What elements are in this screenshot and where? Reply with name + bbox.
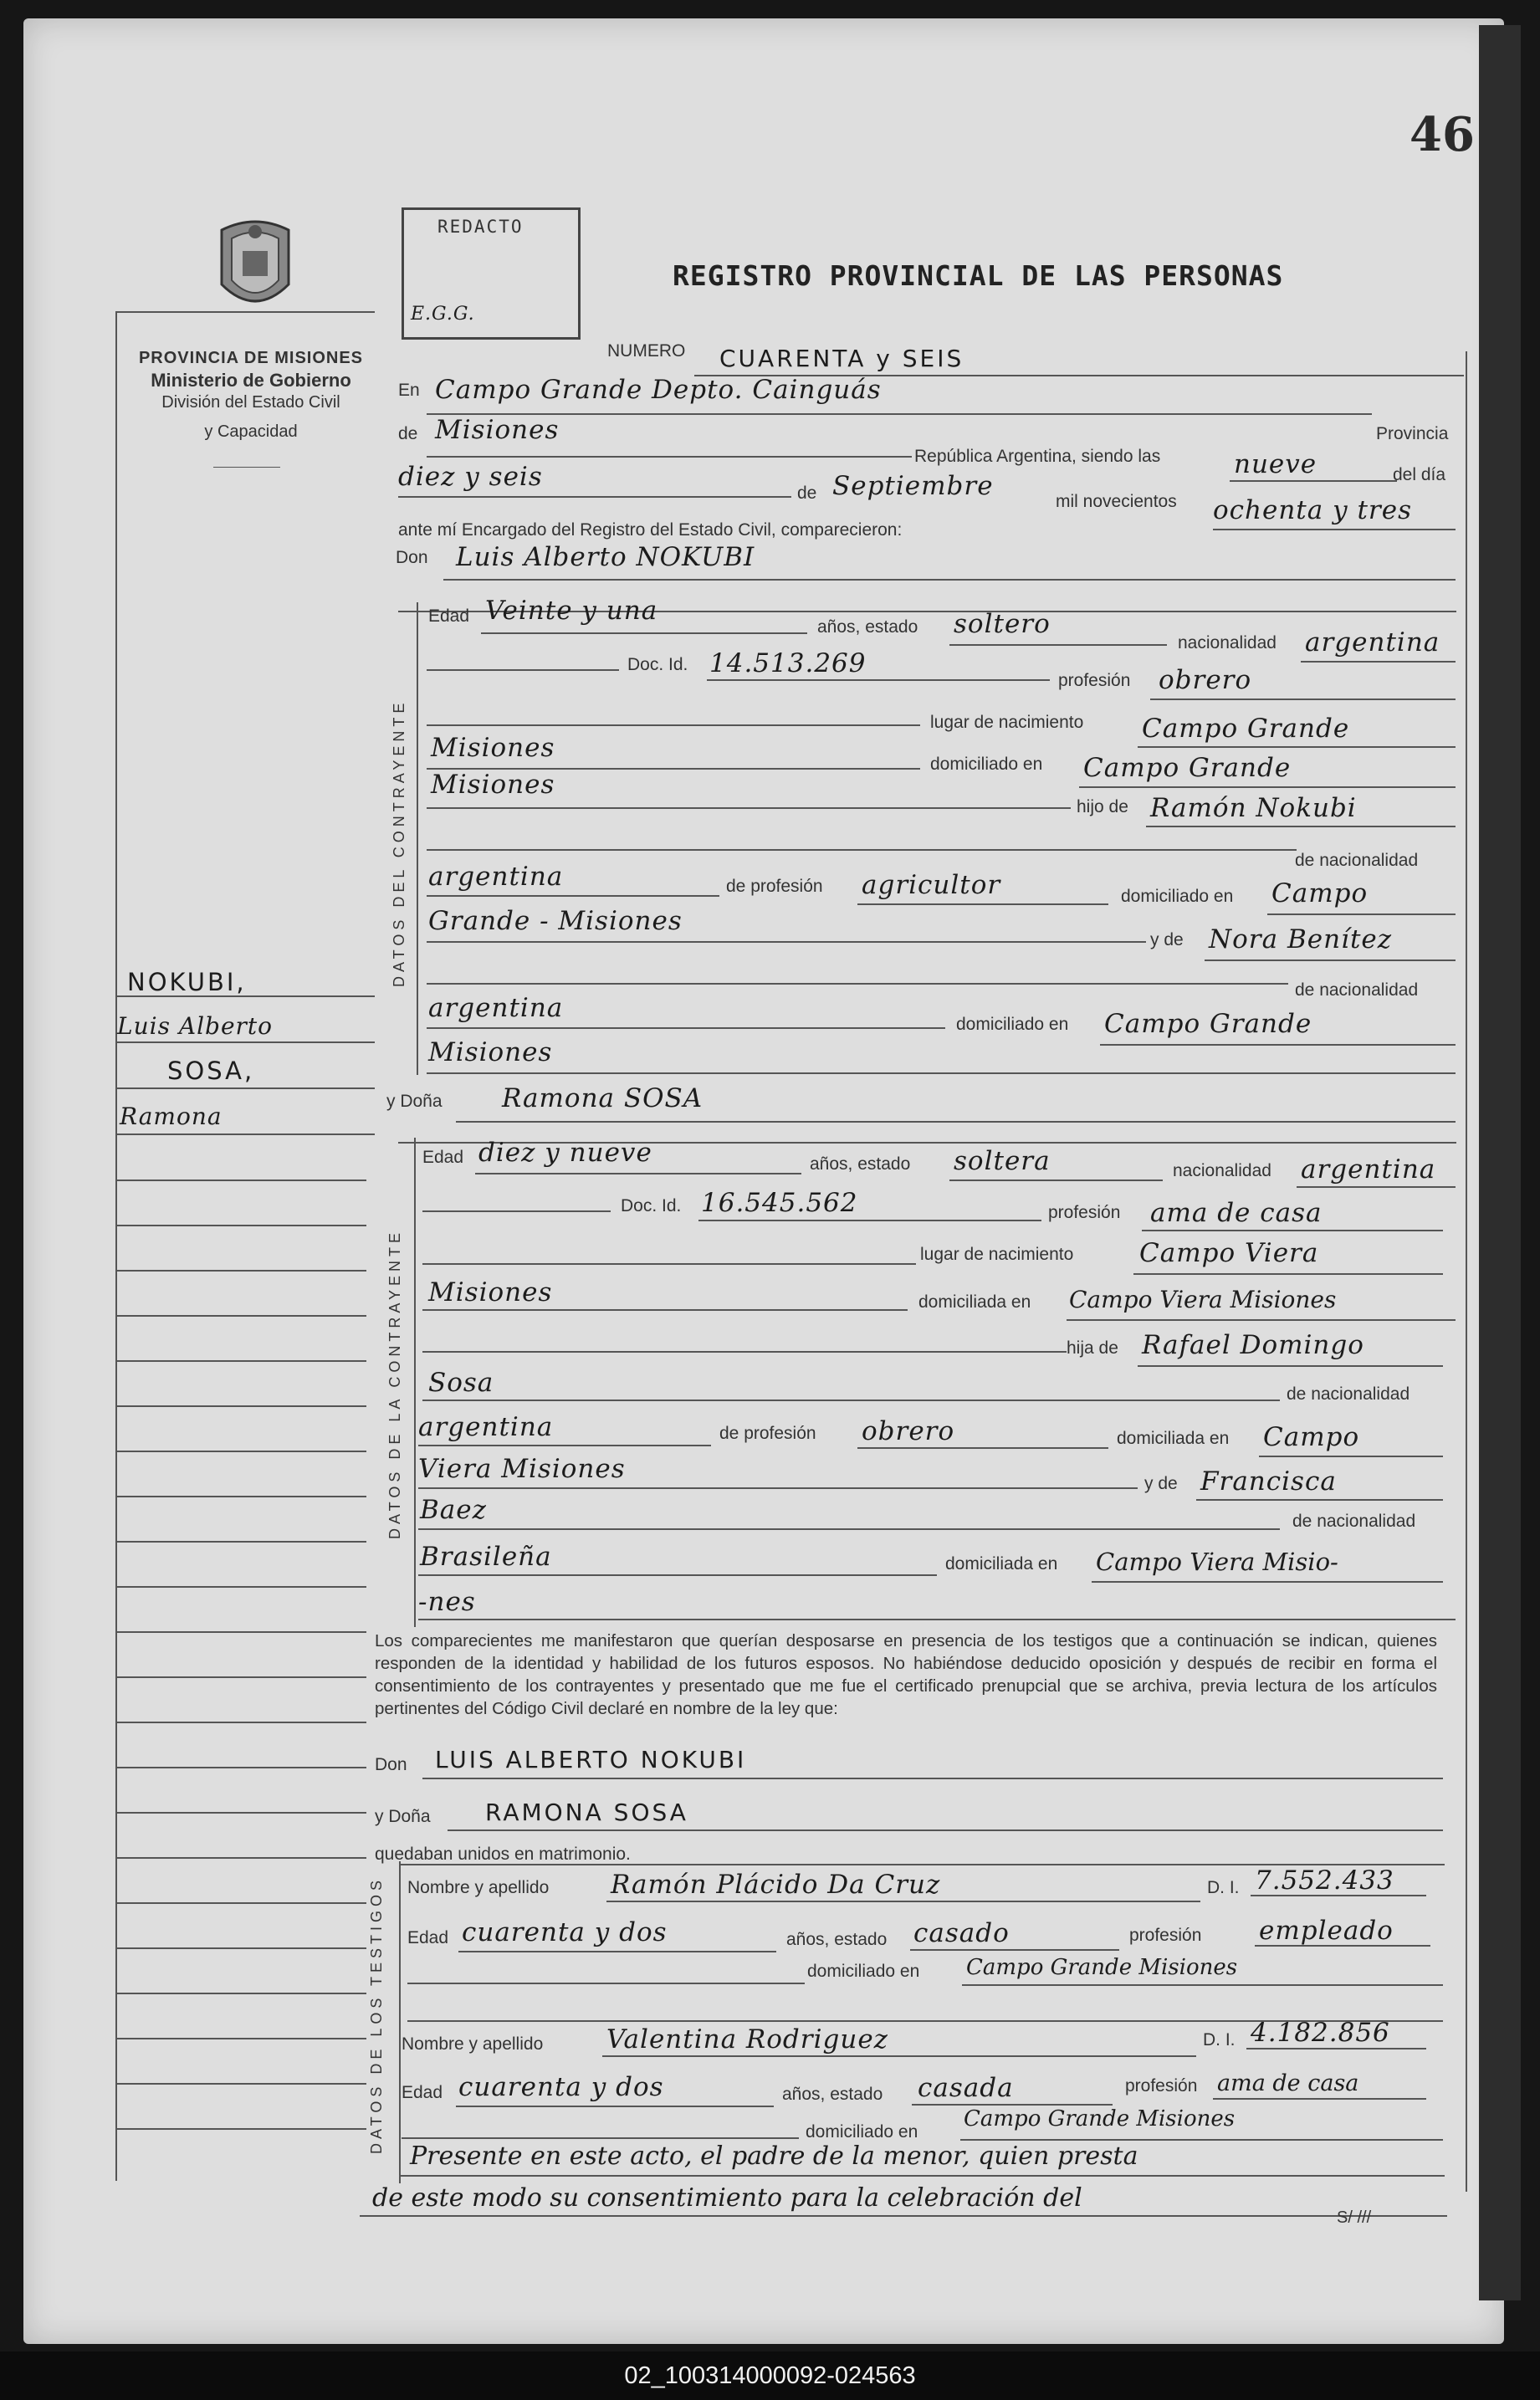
- contrayente-padre-nac: argentina: [428, 862, 564, 892]
- ministry-division: División del Estado Civil: [161, 393, 340, 412]
- republica-text: República Argentina, siendo las: [914, 447, 1161, 466]
- ministry-capacity: y Capacidad: [204, 422, 298, 441]
- f-padre-prof-label: de profesión: [719, 1424, 816, 1443]
- contrayente-madre-domic-2: Misiones: [428, 1037, 553, 1067]
- margin-rule: [115, 1315, 366, 1317]
- margin-rule: [115, 2128, 366, 2130]
- domiciliado-label: domiciliado en: [930, 755, 1043, 774]
- contrayente-f-doc: 16.545.562: [701, 1188, 858, 1218]
- f-anos-estado-label: años, estado: [810, 1154, 911, 1174]
- contrayente-lugar-nac-2: Misiones: [431, 733, 555, 763]
- y-de-label: y de: [1150, 930, 1184, 949]
- t2-edad-label: Edad: [402, 2083, 443, 2102]
- contrayente-domicilio-1: Campo Grande: [1083, 753, 1292, 783]
- margin-rule: [115, 1496, 366, 1497]
- contrayente-f-domicilio: Campo Viera Misiones: [1069, 1286, 1337, 1313]
- padre-nac-label: de nacionalidad: [1295, 851, 1419, 870]
- contrayente-f-padre-domic-2: Viera Misiones: [418, 1454, 626, 1484]
- lugar-value: Campo Grande Depto. Cainguás: [435, 375, 882, 405]
- contrayente-domicilio-2: Misiones: [431, 770, 555, 800]
- f-domiciliada-label: domiciliada en: [918, 1292, 1031, 1312]
- t2-nombre-label: Nombre y apellido: [402, 2034, 544, 2054]
- del-dia-label: del día: [1393, 465, 1446, 484]
- t2-profesion: ama de casa: [1217, 2070, 1359, 2096]
- nota-line-1: Presente en este acto, el padre de la menor, quien presta: [410, 2142, 1138, 2171]
- t1-anos-estado: años, estado: [786, 1930, 888, 1949]
- lugar-nacimiento-label: lugar de nacimiento: [930, 713, 1084, 732]
- f-nacionalidad-label: nacionalidad: [1173, 1161, 1271, 1180]
- contrayente-madre-domic-1: Campo Grande: [1104, 1009, 1312, 1039]
- t1-profesion: empleado: [1259, 1916, 1394, 1946]
- contrayente-f-padre-prof: obrero: [862, 1416, 955, 1446]
- f-madre-domic-label: domiciliada en: [945, 1554, 1058, 1574]
- profesion-label: profesión: [1058, 671, 1131, 690]
- f-lugar-nacimiento-label: lugar de nacimiento: [920, 1245, 1074, 1264]
- union-quedaban: quedaban unidos en matrimonio.: [375, 1845, 631, 1864]
- contrayente-nombre: Luis Alberto NOKUBI: [456, 542, 755, 572]
- hija-de-label: hija de: [1067, 1338, 1118, 1358]
- margin-rule: [115, 1541, 366, 1543]
- t1-edad: cuarenta y dos: [462, 1917, 668, 1947]
- margin-rule: [115, 1180, 366, 1181]
- contrayente-f-madre-domic-2: -nes: [418, 1587, 476, 1617]
- ante-text: ante mí Encargado del Registro del Estado Civil, comparecieron:: [398, 520, 903, 540]
- f-padre-domic-label: domiciliada en: [1117, 1429, 1230, 1448]
- footer-id: 02_100314000092-024563: [0, 2351, 1540, 2400]
- t2-prof-label: profesión: [1125, 2076, 1198, 2096]
- contrayente-f-madre-2: Baez: [420, 1495, 487, 1525]
- margin-rule: [115, 1405, 366, 1407]
- book-binding: [1479, 25, 1521, 2300]
- f-y-de-label: y de: [1144, 1474, 1178, 1493]
- margin-rule: [115, 1722, 366, 1723]
- contrayente-estado: soltero: [954, 609, 1051, 639]
- t1-di: 7.552.433: [1255, 1865, 1394, 1896]
- t2-nombre: Valentina Rodriguez: [606, 2024, 888, 2055]
- contrayente-f-lugar-nac-1: Campo Viera: [1139, 1238, 1319, 1268]
- margin-rule: [115, 1270, 366, 1272]
- t2-anos-estado: años, estado: [782, 2085, 883, 2104]
- margin-name-2: Ramona: [120, 1103, 223, 1130]
- stamp-initials: E.G.G.: [411, 304, 475, 325]
- margin-rule: [115, 2083, 366, 2085]
- contrayente-profesion: obrero: [1159, 665, 1252, 695]
- de-label: de: [398, 424, 418, 443]
- padre-prof-label: de profesión: [726, 877, 823, 896]
- page-number: 46: [1410, 107, 1475, 162]
- t1-nombre-label: Nombre y apellido: [407, 1878, 550, 1897]
- margin-rule: [115, 1631, 366, 1633]
- de-mes-label: de: [797, 484, 817, 503]
- nacionalidad-label: nacionalidad: [1178, 633, 1277, 652]
- margin-surname-2: SOSA,: [167, 1057, 255, 1085]
- redacto-stamp: [402, 207, 581, 340]
- contrayente-f-madre-domic-1: Campo Viera Misio-: [1096, 1548, 1338, 1576]
- union-don: LUIS ALBERTO NOKUBI: [435, 1746, 747, 1773]
- margin-rule: [115, 1857, 366, 1859]
- contrayente-padre: Ramón Nokubi: [1150, 793, 1357, 823]
- f-profesion-label: profesión: [1048, 1203, 1121, 1222]
- f-doc-label: Doc. Id.: [621, 1196, 682, 1215]
- f-edad-label: Edad: [422, 1148, 464, 1167]
- province-seal-icon: [205, 213, 305, 322]
- contrayente-f-padre-1: Rafael Domingo: [1142, 1330, 1364, 1360]
- contrayente-f-padre-nac: argentina: [418, 1412, 554, 1442]
- testigos-section-label: DATOS DE LOS TESTIGOS: [368, 1875, 385, 2154]
- numero-value: CUARENTA y SEIS: [719, 345, 964, 372]
- provincia-label: Provincia: [1376, 424, 1449, 443]
- contrayente-f-padre-domic-1: Campo: [1263, 1422, 1360, 1452]
- t2-di-label: D. I.: [1203, 2030, 1236, 2049]
- contrayente-f-padre-2: Sosa: [428, 1368, 494, 1398]
- margin-name-1: Luis Alberto: [117, 1012, 274, 1040]
- hora-value: nueve: [1234, 449, 1317, 479]
- stamp-label: REDACTO: [437, 217, 524, 237]
- ministry-province: PROVINCIA DE MISIONES: [138, 349, 364, 367]
- margin-rule: [115, 1947, 366, 1949]
- t1-domic-label: domiciliado en: [807, 1962, 920, 1981]
- contrayente-f-madre-1: Francisca: [1200, 1466, 1337, 1497]
- en-label: En: [398, 381, 420, 400]
- contrayente-f-section-label: DATOS DE LA CONTRAYENTE: [386, 1228, 403, 1539]
- contrayente-f-nacionalidad: argentina: [1301, 1154, 1436, 1185]
- t2-di: 4.182.856: [1251, 2018, 1390, 2048]
- f-padre-nac-label: de nacionalidad: [1287, 1384, 1410, 1404]
- doc-label: Doc. Id.: [627, 655, 688, 674]
- contrayente-f-edad: diez y nueve: [478, 1138, 652, 1168]
- margin-rule: [115, 1767, 366, 1768]
- nota-cont: S/ ///: [1337, 2208, 1372, 2227]
- contrayente-f-nombre: Ramona SOSA: [502, 1083, 703, 1113]
- mes-value: Septiembre: [832, 471, 994, 501]
- madre-nac-label: de nacionalidad: [1295, 980, 1419, 1000]
- t2-domic-label: domiciliado en: [806, 2122, 918, 2142]
- margin-rule: [115, 1586, 366, 1588]
- dia-value: diez y seis: [398, 462, 543, 492]
- anos-estado-label: años, estado: [817, 617, 918, 637]
- contrayente-edad: Veinte y una: [485, 596, 658, 626]
- margin-rule: [115, 1993, 366, 1994]
- padre-domic-label: domiciliado en: [1121, 887, 1234, 906]
- margin-rule: [115, 1225, 366, 1226]
- margin-surname-1: NOKUBI,: [127, 968, 247, 996]
- union-dona-label: y Doña: [375, 1807, 431, 1826]
- contrayente-f-lugar-nac-2: Misiones: [428, 1277, 553, 1307]
- anio-value: ochenta y tres: [1213, 495, 1412, 525]
- t1-nombre: Ramón Plácido Da Cruz: [611, 1870, 941, 1900]
- margin-rule: [115, 2038, 366, 2039]
- margin-rule: [115, 1360, 366, 1362]
- t1-estado: casado: [913, 1918, 1010, 1948]
- contrayente-nacionalidad: argentina: [1305, 627, 1440, 658]
- margin-rule: [115, 1902, 366, 1904]
- hijo-de-label: hijo de: [1077, 797, 1128, 816]
- t1-domicilio: Campo Grande Misiones: [966, 1955, 1238, 1980]
- t1-di-label: D. I.: [1207, 1878, 1240, 1897]
- contrayente-padre-domic-1: Campo: [1271, 878, 1369, 908]
- contrayente-madre: Nora Benítez: [1209, 924, 1393, 954]
- contrayente-doc: 14.513.269: [709, 648, 867, 678]
- contrayente-section-label: DATOS DEL CONTRAYENTE: [391, 699, 407, 987]
- contrayente-lugar-nac-1: Campo Grande: [1142, 714, 1350, 744]
- document-title: REGISTRO PROVINCIAL DE LAS PERSONAS: [673, 259, 1284, 292]
- numero-label: NUMERO: [607, 341, 686, 361]
- provincia-value: Misiones: [435, 415, 560, 445]
- margin-rule: [115, 1812, 366, 1814]
- ministry-name: Ministerio de Gobierno: [151, 370, 351, 391]
- declaration-text: Los comparecientes me manifestaron que querían desposarse en presencia de los testigos que a continuación se indican, quienes responden de la identidad y habilidad de los futuros esposos. No habiéndose deducido oposición y después de recibir en forma el consentimiento de los contrayentes y presentado que me fue el certificado prenupcial que se archiva, previa lectura de los artículos pertinentes del Código Civil declaré en nombre de la ley que:: [375, 1631, 1437, 1718]
- contrayente-padre-domic-2: Grande - Misiones: [428, 906, 683, 936]
- edad-label: Edad: [428, 606, 470, 626]
- don-label: Don: [396, 548, 428, 567]
- contrayente-f-madre-nac: Brasileña: [420, 1542, 552, 1572]
- f-madre-nac-label: de nacionalidad: [1292, 1512, 1416, 1531]
- contrayente-f-profesion: ama de casa: [1150, 1198, 1323, 1228]
- union-don-label: Don: [375, 1755, 407, 1774]
- mil-text: mil novecientos: [1056, 492, 1177, 511]
- dona-label: y Doña: [386, 1092, 443, 1111]
- margin-rule: [115, 1451, 366, 1452]
- madre-domic-label: domiciliado en: [956, 1015, 1069, 1034]
- t1-prof-label: profesión: [1129, 1926, 1202, 1945]
- union-dona: RAMONA SOSA: [485, 1799, 688, 1826]
- t2-edad: cuarenta y dos: [458, 2072, 664, 2102]
- t2-estado: casada: [918, 2073, 1014, 2103]
- margin-rule: [115, 1676, 366, 1678]
- contrayente-f-estado: soltera: [954, 1146, 1051, 1176]
- t2-domicilio: Campo Grande Misiones: [964, 2106, 1236, 2131]
- contrayente-madre-nac: argentina: [428, 993, 564, 1023]
- nota-line-2: de este modo su consentimiento para la celebración del: [372, 2183, 1082, 2213]
- t1-edad-label: Edad: [407, 1928, 449, 1947]
- contrayente-padre-prof: agricultor: [862, 870, 1001, 900]
